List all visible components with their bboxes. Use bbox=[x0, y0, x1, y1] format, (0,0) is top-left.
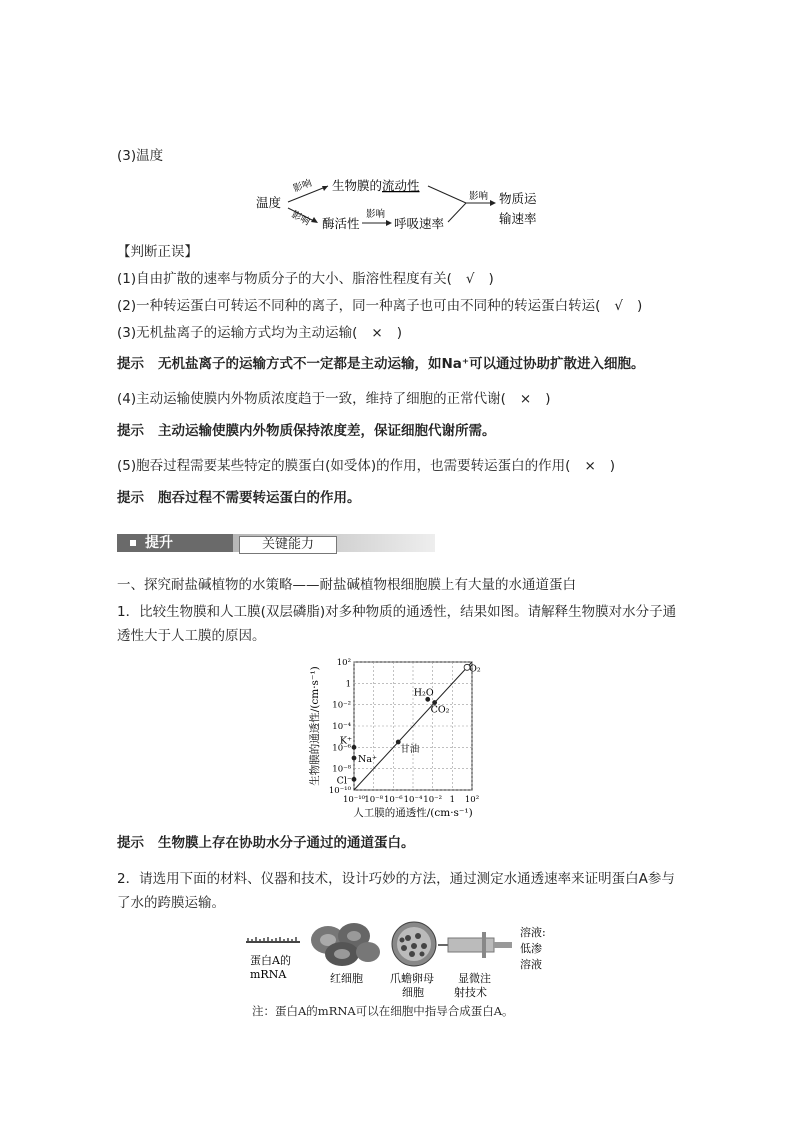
chart-point-label: H₂O bbox=[413, 687, 434, 699]
judge-item-1: (1)自由扩散的速率与物质分子的大小、脂溶性程度有关( √ ) bbox=[117, 271, 494, 287]
chart-point bbox=[352, 745, 356, 749]
chart-x-tick-label: 10⁻⁴ bbox=[403, 795, 423, 805]
chart-y-tick-label: 10⁻⁴ bbox=[332, 722, 351, 732]
hint-1: 提示 无机盐离子的运输方式不一定都是主动运输，如Na⁺可以通过协助扩散进入细胞。 bbox=[117, 356, 645, 372]
materials-figure bbox=[242, 920, 562, 1002]
chart-point-label: 甘油 bbox=[400, 744, 420, 755]
chart-y-tick-label: 10⁻⁸ bbox=[332, 764, 351, 775]
chart-point-label: K⁺ bbox=[339, 735, 352, 747]
question-2: 2．请选用下面的材料、仪器和技术，设计巧妙的方法，通过测定水通透速率来证明蛋白A参与了水的跨膜运输。 bbox=[117, 871, 675, 911]
mrna-label-2: mRNA bbox=[250, 968, 287, 981]
section-heading-temperature: (3)温度 bbox=[117, 148, 164, 164]
question-1-hint: 提示 生物膜上存在协助水分子通过的通道蛋白。 bbox=[117, 835, 415, 851]
oocyte-icon bbox=[392, 922, 436, 966]
chart-point bbox=[352, 777, 356, 781]
judge-item-4: (4)主动运输使膜内外物质浓度趋于一致，维持了细胞的正常代谢( × ) bbox=[117, 391, 551, 407]
solution-label-3: 溶液 bbox=[520, 958, 542, 971]
mrna-icon bbox=[246, 937, 300, 942]
diagram-fluidity: 流动性 bbox=[382, 178, 420, 193]
diagram-respiration: 呼吸速率 bbox=[394, 216, 445, 231]
diagram-enzyme-activity: 酶活性 bbox=[322, 216, 360, 231]
injection-label-1: 显微注 bbox=[458, 972, 491, 985]
diagram-influence-mid: 影响 bbox=[366, 209, 386, 220]
chart-x-tick-label: 1 bbox=[449, 795, 456, 805]
diagram-transport-rate-2: 输速率 bbox=[499, 211, 537, 226]
chart-y-tick-label: 10⁻¹⁰ bbox=[328, 786, 351, 796]
hint-2: 提示 主动运输使膜内外物质保持浓度差，保证细胞代谢所需。 bbox=[117, 423, 496, 439]
diagram-influence-bottom: 影响 bbox=[289, 209, 312, 228]
chart-x-tick-label: 10⁻¹⁰ bbox=[342, 795, 366, 805]
solution-label-1: 溶液: bbox=[520, 926, 546, 939]
chart-ylabel: 生物膜的通透性/(cm·s⁻¹) bbox=[309, 666, 321, 786]
judge-item-5: (5)胞吞过程需要某些特定的膜蛋白(如受体)的作用，也需要转运蛋白的作用( × ) bbox=[117, 458, 616, 474]
hint-3: 提示 胞吞过程不需要转运蛋白的作用。 bbox=[117, 490, 361, 506]
diagram-influence-right: 影响 bbox=[469, 191, 489, 202]
injection-label-2: 射技术 bbox=[454, 986, 487, 999]
materials-note: 注：蛋白A的mRNA可以在细胞中指导合成蛋白A。 bbox=[252, 1004, 514, 1018]
judge-item-2: (2)一种转运蛋白可转运不同种的离子，同一种离子也可由不同种的转运蛋白转运( √ ) bbox=[117, 298, 643, 314]
oocyte-label-2: 细胞 bbox=[402, 986, 424, 999]
mrna-label-1: 蛋白A的 bbox=[250, 954, 291, 967]
question-1: 1．比较生物膜和人工膜(双层磷脂)对多种物质的通透性，结果如图。请解释生物膜对水分子通透性大于人工膜的原因。 bbox=[117, 604, 677, 644]
chart-point-label: O₂ bbox=[469, 663, 481, 675]
red-blood-cell-icon bbox=[311, 923, 380, 966]
permeability-chart bbox=[302, 656, 492, 821]
syringe-icon bbox=[438, 932, 512, 958]
chart-point-label: Na⁺ bbox=[358, 754, 377, 765]
chart-y-tick-label: 10² bbox=[336, 658, 351, 668]
judge-heading: 【判断正误】 bbox=[117, 244, 198, 260]
banner-title: 提升 bbox=[145, 535, 173, 551]
section-one-heading: 一、探究耐盐碱植物的水策略——耐盐碱植物根细胞膜上有大量的水通道蛋白 bbox=[117, 577, 576, 593]
chart-x-tick-label: 10⁻⁶ bbox=[383, 795, 403, 805]
chart-y-tick-label: 10⁻⁶ bbox=[332, 743, 351, 754]
banner-tag: 关键能力 bbox=[239, 536, 337, 554]
chart-y-tick-label: 1 bbox=[345, 679, 351, 690]
chart-point bbox=[352, 756, 356, 760]
diagram-transport-rate-1: 物质运 bbox=[499, 191, 537, 206]
diagram-influence-top: 影响 bbox=[291, 177, 314, 195]
diagram-fluidity-prefix: 生物膜的 bbox=[332, 178, 383, 193]
chart-points bbox=[337, 663, 481, 786]
chart-point-label: Cl⁻ bbox=[336, 775, 352, 787]
chart-x-tick-label: 10⁻² bbox=[423, 795, 443, 805]
chart-point-label: CO₂ bbox=[430, 704, 450, 716]
diagram-temp: 温度 bbox=[256, 195, 282, 210]
chart-xlabel: 人工膜的通透性/(cm·s⁻¹) bbox=[353, 807, 473, 819]
chart-x-tick-label: 10⁻⁸ bbox=[364, 795, 384, 805]
judge-item-3: (3)无机盐离子的运输方式均为主动运输( × ) bbox=[117, 325, 402, 341]
temperature-diagram bbox=[250, 172, 550, 234]
rbc-label: 红细胞 bbox=[330, 972, 363, 985]
solution-label-2: 低渗 bbox=[520, 942, 542, 955]
chart-x-tick-label: 10² bbox=[464, 795, 480, 805]
oocyte-label-1: 爪蟾卵母 bbox=[390, 972, 434, 985]
section-banner bbox=[117, 530, 437, 556]
chart-y-tick-label: 10⁻² bbox=[332, 700, 351, 711]
